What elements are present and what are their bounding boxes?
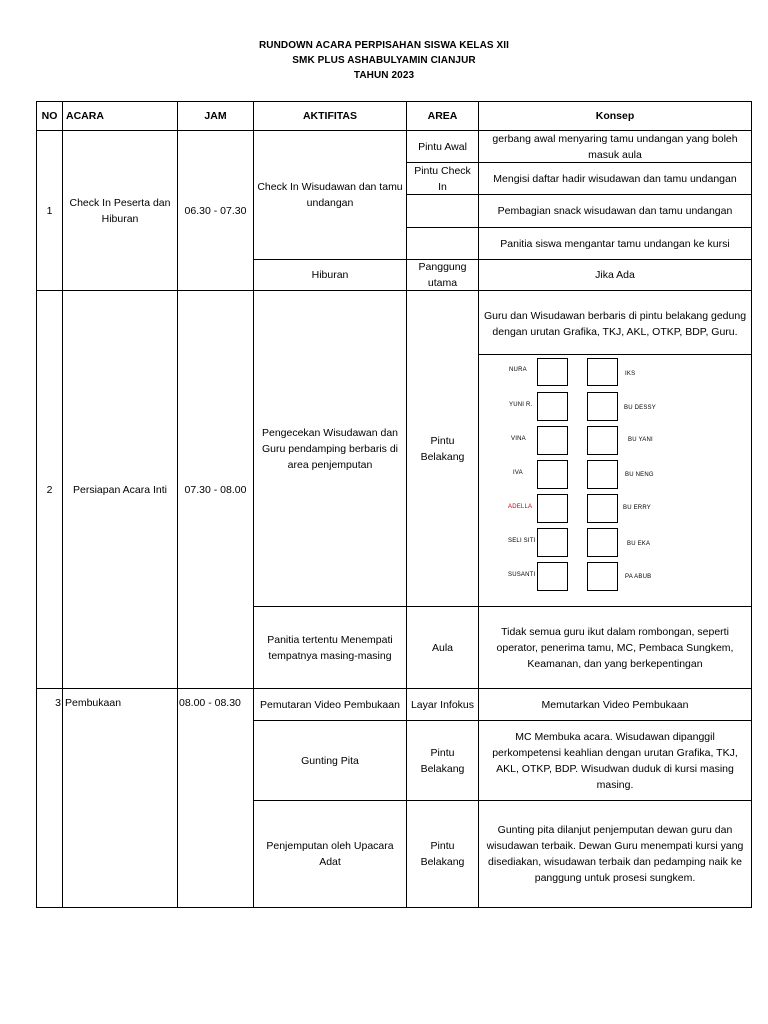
diagram-box xyxy=(587,460,618,489)
col-header-acara: ACARA xyxy=(66,110,104,122)
diagram-label: BU EKA xyxy=(627,541,651,547)
aktifitas-cell: Gunting Pita xyxy=(301,754,359,767)
diagram-box xyxy=(537,358,568,386)
diagram-box xyxy=(537,460,568,489)
year-label: TAHUN 2023 xyxy=(353,70,415,81)
row-number: 2 xyxy=(46,483,53,496)
konsep-cell: MC Membuka acara. Wisudawan dipanggil perkompetensi keahlian dengan urutan Grafika, TKJ, AKL, OTKP, BDP. Wisudwan duduk di kursi masing masing. xyxy=(492,730,738,791)
diagram-box xyxy=(537,426,568,455)
col-header-area: AREA xyxy=(427,110,458,122)
diagram-box xyxy=(587,358,618,386)
aktifitas-cell: Pemutaran Video Pembukaan xyxy=(260,698,400,711)
jam-cell: 08.00 - 08.30 xyxy=(179,697,241,709)
diagram-label: BU DESSY xyxy=(624,405,656,411)
col-header-no: NO xyxy=(41,110,58,122)
aktifitas-cell: Hiburan xyxy=(311,269,349,281)
konsep-cell: Mengisi daftar hadir wisudawan dan tamu undangan xyxy=(493,172,737,185)
diagram-label: BU YANI xyxy=(628,437,653,443)
area-cell: Panggung utama xyxy=(418,261,467,289)
school-name: SMK PLUS ASHABULYAMIN CIANJUR xyxy=(292,55,476,66)
diagram-label: NURA xyxy=(509,367,527,373)
diagram-label: BU NENG xyxy=(625,472,654,478)
area-cell: Pintu Belakang xyxy=(420,434,465,463)
diagram-box xyxy=(587,528,618,557)
konsep-cell: gerbang awal menyaring tamu undangan yang boleh masuk aula xyxy=(492,132,738,161)
diagram-label: IVA xyxy=(513,470,523,476)
konsep-cell: Pembagian snack wisudawan dan tamu undangan xyxy=(497,205,733,217)
area-cell: Pintu Check In xyxy=(414,164,471,193)
jam-cell: 06.30 - 07.30 xyxy=(184,204,247,217)
col-header-konsep: Konsep xyxy=(595,110,635,122)
area-cell: Pintu Awal xyxy=(418,140,467,153)
acara-cell: Check In Peserta dan Hiburan xyxy=(69,196,171,225)
diagram-box xyxy=(587,426,618,455)
col-header-aktifitas: AKTIFITAS xyxy=(302,110,358,122)
diagram-label: VINA xyxy=(511,436,526,442)
row-number: 3 xyxy=(55,697,61,709)
row-number: 1 xyxy=(46,204,53,217)
konsep-cell: Gunting pita dilanjut penjemputan dewan guru dan wisudawan terbaik. Dewan Guru menempati kursi yang disediakan, wisudawan terbaik dan pedamping naik ke panggung untuk prosesi sungkem. xyxy=(486,824,744,884)
diagram-label: ADELLA xyxy=(508,504,533,510)
diagram-box xyxy=(537,392,568,421)
aktifitas-cell: Check In Wisudawan dan tamu undangan xyxy=(257,181,403,209)
area-cell: Layar Infokus xyxy=(410,698,475,711)
diagram-box xyxy=(587,562,618,591)
aktifitas-cell: Panitia tertentu Menempati tempatnya masing-masing xyxy=(267,633,393,662)
konsep-cell: Memutarkan Video Pembukaan xyxy=(541,698,689,711)
acara-cell: Persiapan Acara Inti xyxy=(73,483,167,496)
diagram-label: YUNI R. xyxy=(509,402,533,408)
diagram-box xyxy=(537,562,568,591)
aktifitas-cell: Penjemputan oleh Upacara Adat xyxy=(266,840,394,868)
konsep-cell: Guru dan Wisudawan berbaris di pintu belakang gedung dengan urutan Grafika, TKJ, AKL, OTKP, BDP, Guru. xyxy=(483,310,747,338)
diagram-label: IKS xyxy=(625,371,636,377)
konsep-cell: Panitia siswa mengantar tamu undangan ke kursi xyxy=(500,237,730,250)
jam-cell: 07.30 - 08.00 xyxy=(184,483,247,496)
col-header-jam: JAM xyxy=(204,110,227,122)
diagram-box xyxy=(587,494,618,523)
aktifitas-cell: Pengecekan Wisudawan dan Guru pendamping berbaris di area penjemputan xyxy=(261,426,398,471)
konsep-cell: Jika Ada xyxy=(595,269,635,281)
document-title: RUNDOWN ACARA PERPISAHAN SISWA KELAS XII xyxy=(258,40,510,51)
diagram-label: SELI SITI xyxy=(508,538,536,544)
area-cell xyxy=(407,195,478,227)
area-cell: Aula xyxy=(431,641,453,654)
diagram-box xyxy=(587,392,618,421)
diagram-box xyxy=(537,528,568,557)
diagram-label: PA ABUB xyxy=(625,574,652,580)
diagram-label: SUSANTI xyxy=(508,572,536,578)
diagram-box xyxy=(537,494,568,523)
area-cell xyxy=(407,228,478,259)
konsep-cell: Tidak semua guru ikut dalam rombongan, seperti operator, penerima tamu, MC, Pembaca Sungkem, Keamanan, dan yang berkepentingan xyxy=(496,625,734,670)
area-cell: Pintu Belakang xyxy=(420,840,465,868)
diagram-label: BU ERRY xyxy=(623,505,651,511)
area-cell: Pintu Belakang xyxy=(420,746,465,775)
acara-cell: Pembukaan xyxy=(65,697,122,709)
